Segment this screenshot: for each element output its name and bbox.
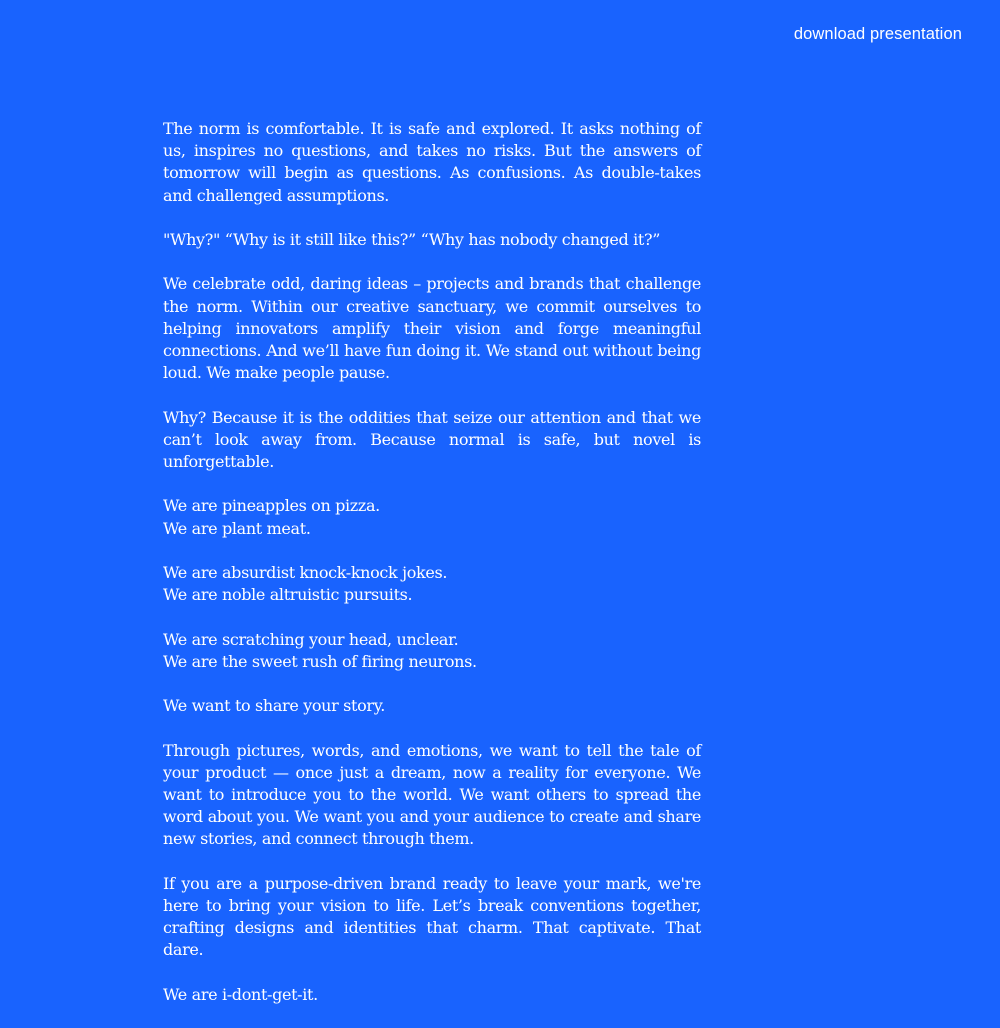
paragraph-closing: We are i-dont-get-it. (163, 984, 318, 1004)
paragraph-share-story: We want to share your story. (163, 696, 385, 716)
paragraph-norm: The norm is comfortable. It is safe and explored. It asks nothing of us, inspires no questions, and takes no risks. But the answers of tomorrow will begin as questions. As confusions. As double-takes and challenged assumptions. (163, 119, 701, 205)
manifesto-text (163, 118, 701, 1028)
couplet-neurons (163, 629, 701, 673)
paragraph-purpose-driven: If you are a purpose-driven brand ready to leave your mark, we're here to bring your vision to life. Let’s break conventions together, crafting designs and identities that charm. That captivate. That dare. (163, 873, 701, 960)
download-presentation-link[interactable]: download presentation (793, 25, 962, 43)
paragraph-oddities: Why? Because it is the oddities that seize our attention and that we can’t look away from. Because normal is safe, but novel is unforgettable. (163, 407, 701, 471)
couplet-line: We are the sweet rush of firing neurons. (163, 651, 477, 671)
couplet-line: We are absurdist knock-knock jokes. (163, 562, 448, 582)
paragraph-why-questions: "Why?" “Why is it still like this?” “Why has nobody changed it?” (163, 230, 661, 249)
paragraph-through-pictures: Through pictures, words, and emotions, we want to tell the tale of your product — once just a dream, now a reality for everyone. We want to introduce you to the world. We want others to spread the word about you. We want you and your audience to create and share new stories, and connect through them. (163, 740, 701, 849)
couplet-line: We are plant meat. (163, 518, 311, 538)
paragraph-celebrate: We celebrate odd, daring ideas – projects and brands that challenge the norm. Within our creative sanctuary, we commit ourselves to helping innovators amplify their vision and forge meaningful connections. And we’ll have fun doing it. We stand out without being loud. We make people pause. (163, 274, 701, 383)
couplet-line: We are scratching your head, unclear. (163, 629, 459, 649)
couplet-pizza (163, 495, 701, 539)
couplet-line: We are noble altruistic pursuits. (163, 585, 413, 605)
couplet-line: We are pineapples on pizza. (163, 496, 380, 516)
couplet-jokes (163, 562, 701, 606)
